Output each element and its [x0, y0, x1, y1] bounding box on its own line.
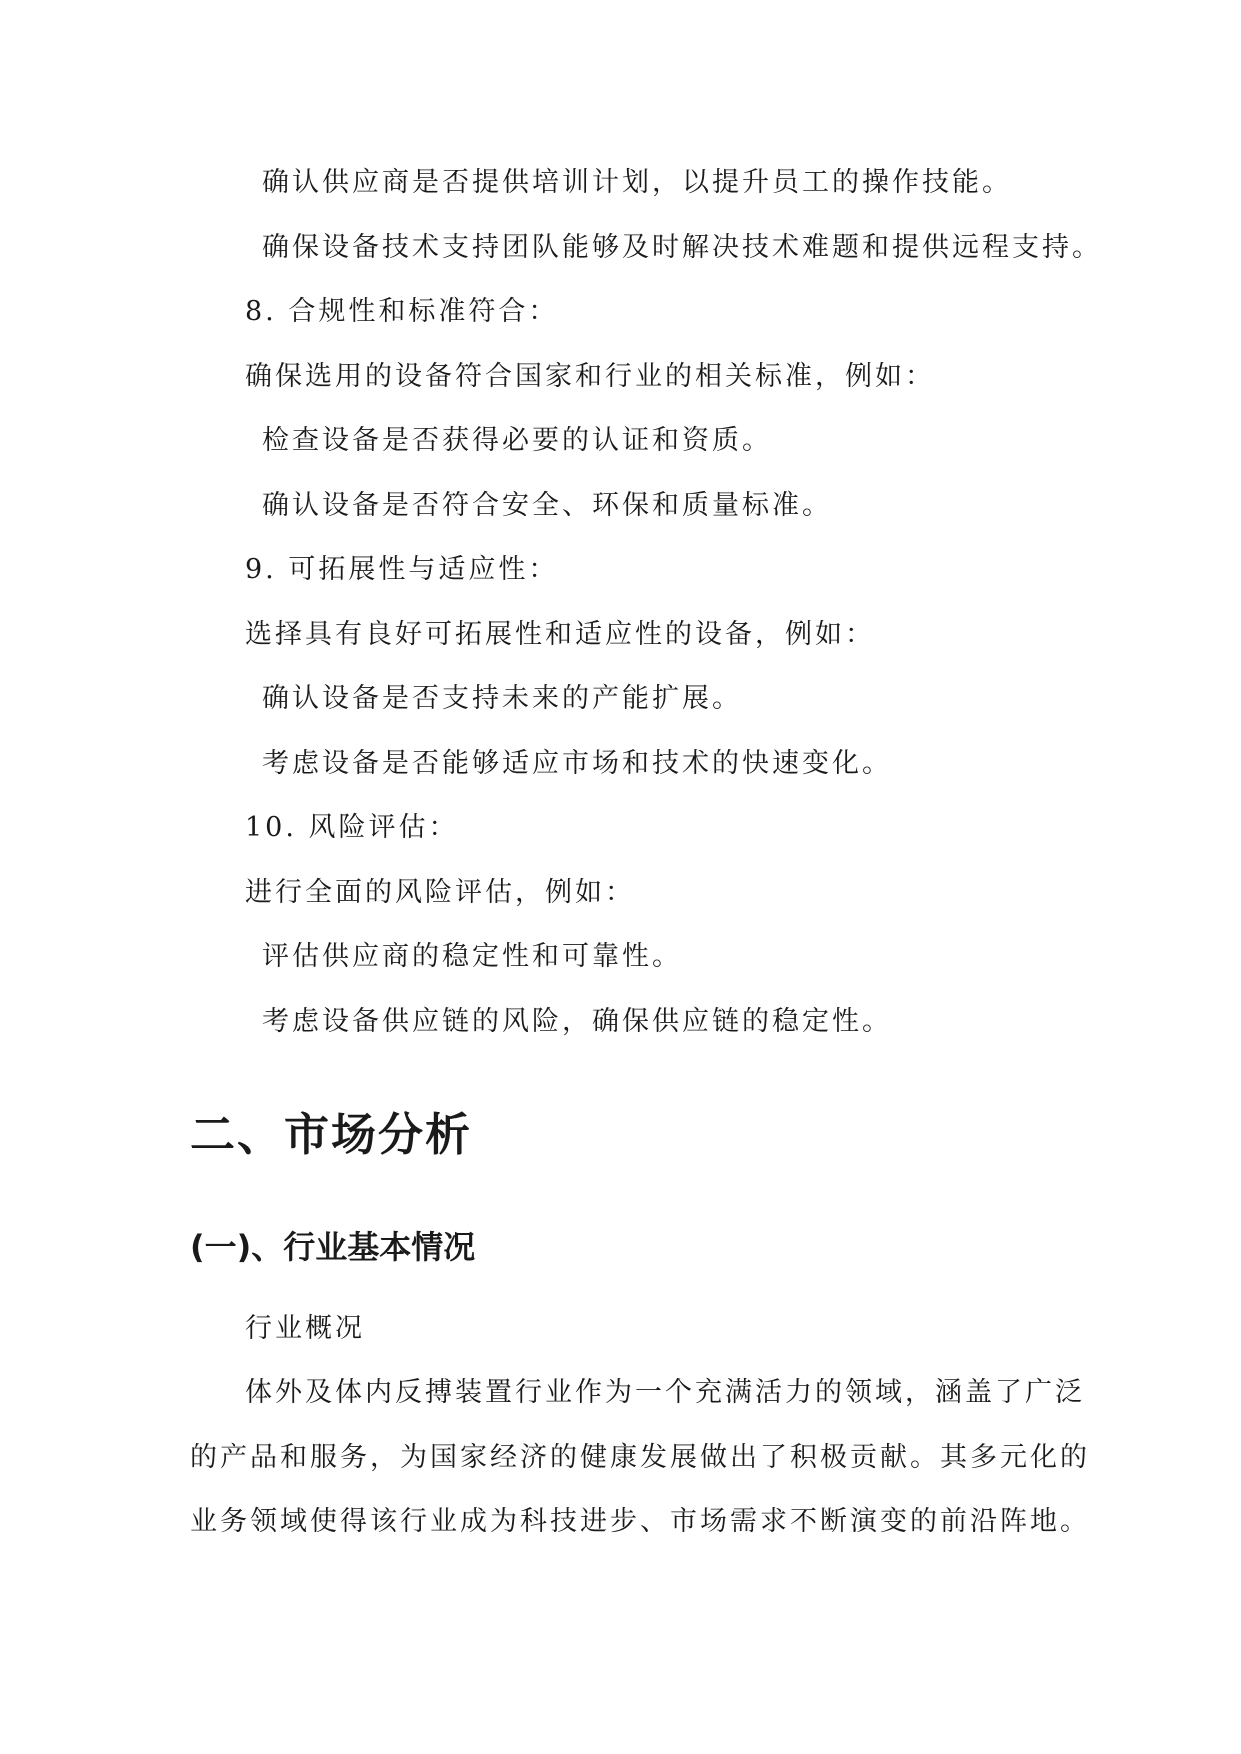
section-item-heading: 10. 风险评估：: [245, 812, 459, 843]
section-item-heading: 8. 合规性和标准符合：: [245, 296, 559, 327]
section-item-heading: 9. 可拓展性与适应性：: [245, 554, 559, 585]
list-item: 检查设备是否获得必要的认证和资质。: [262, 425, 772, 456]
subheading: 行业概况: [245, 1313, 365, 1344]
list-item: 评估供应商的稳定性和可靠性。: [262, 941, 682, 972]
paragraph-line: 的产品和服务，为国家经济的健康发展做出了积极贡献。其多元化的: [190, 1442, 1090, 1473]
section-heading: (一)、行业基本情况: [190, 1228, 476, 1266]
section-intro: 选择具有良好可拓展性和适应性的设备，例如：: [245, 619, 875, 650]
chapter-heading: 二、市场分析: [190, 1108, 473, 1161]
section-intro: 进行全面的风险评估，例如：: [245, 877, 635, 908]
list-item: 确认设备是否支持未来的产能扩展。: [262, 683, 742, 714]
list-item: 考虑设备供应链的风险，确保供应链的稳定性。: [262, 1006, 892, 1037]
list-item: 确保设备技术支持团队能够及时解决技术难题和提供远程支持。: [262, 232, 1102, 263]
list-item: 考虑设备是否能够适应市场和技术的快速变化。: [262, 748, 892, 779]
list-item: 确认供应商是否提供培训计划，以提升员工的操作技能。: [262, 167, 1012, 198]
paragraph-line: 业务领域使得该行业成为科技进步、市场需求不断演变的前沿阵地。: [190, 1506, 1090, 1537]
list-item: 确认设备是否符合安全、环保和质量标准。: [262, 490, 832, 521]
paragraph-line: 体外及体内反搏装置行业作为一个充满活力的领域，涵盖了广泛: [245, 1377, 1085, 1408]
section-intro: 确保选用的设备符合国家和行业的相关标准，例如：: [245, 361, 935, 392]
